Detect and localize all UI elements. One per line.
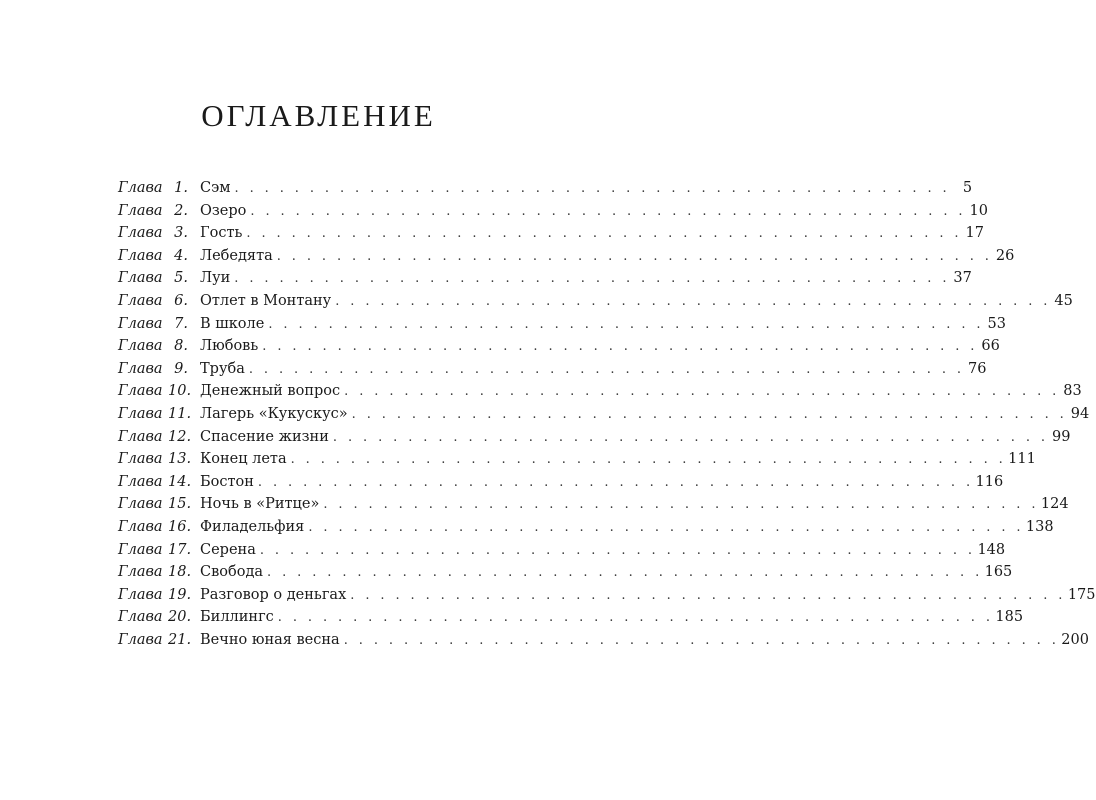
chapter-word: Глава bbox=[118, 564, 163, 581]
chapter-number: 10. bbox=[168, 383, 192, 400]
dot-leader: . . . . . . . . . . . . . . . . . . . . . . . . . . . . . . . . . . . . . . . . . . . . . . . . bbox=[262, 339, 978, 355]
chapter-number: 3. bbox=[174, 225, 188, 242]
page-number: 45 bbox=[1054, 292, 1073, 309]
chapter-word: Глава bbox=[118, 518, 163, 535]
toc-entry bbox=[118, 405, 1090, 429]
chapter-word: Глава bbox=[118, 586, 163, 603]
toc-entry bbox=[118, 225, 984, 248]
dot-leader: . . . . . . . . . . . . . . . . . . . . . . . . . . . . . . . . . . . . . . . . . . . . . . . . bbox=[259, 542, 976, 558]
chapter-title: Лагерь «Кукускус» bbox=[200, 405, 348, 422]
chapter-title: Разговор о деньгах bbox=[200, 586, 347, 603]
chapter-word: Глава bbox=[118, 631, 163, 648]
chapter-number: 9. bbox=[174, 360, 188, 377]
dot-leader: . . . . . . . . . . . . . . . . . . . . . . . . . . . . . . . . . . . . . . . . . . . . . . . . bbox=[344, 384, 1060, 400]
toc-entry bbox=[118, 292, 1073, 316]
toc-entry bbox=[118, 564, 1013, 587]
page-number: 200 bbox=[1061, 631, 1089, 648]
page-number: 53 bbox=[987, 315, 1006, 332]
toc-entry bbox=[118, 315, 1006, 339]
page-number: 26 bbox=[995, 247, 1015, 264]
toc-entry bbox=[118, 180, 973, 203]
page-number: 76 bbox=[967, 360, 987, 377]
page-number: 138 bbox=[1025, 518, 1054, 535]
chapter-number: 4. bbox=[174, 247, 188, 264]
toc-entry bbox=[118, 247, 1015, 271]
chapter-number: 17. bbox=[168, 541, 192, 558]
chapter-word: Глава bbox=[118, 473, 163, 490]
page-number: 10 bbox=[969, 202, 988, 219]
toc-entry bbox=[118, 609, 1024, 632]
chapter-title: Свобода bbox=[200, 564, 264, 581]
chapter-word: Глава bbox=[118, 360, 163, 377]
toc-entry bbox=[118, 383, 1082, 406]
chapter-title: Озеро bbox=[200, 202, 247, 219]
table-of-contents bbox=[118, 180, 1096, 654]
chapter-word: Глава bbox=[118, 270, 163, 287]
page-number: 111 bbox=[1008, 451, 1036, 468]
chapter-word: Глава bbox=[118, 202, 163, 219]
toc-entry bbox=[118, 586, 1096, 610]
chapter-title: Гость bbox=[200, 225, 243, 242]
dot-leader: . . . . . . . . . . . . . . . . . . . . . . . . . . . . . . . . . . . . . . . . . . . . . . . . bbox=[332, 429, 1049, 445]
toc-entry bbox=[118, 360, 987, 384]
chapter-number: 2. bbox=[174, 202, 188, 219]
page-number: 148 bbox=[977, 541, 1006, 558]
chapter-word: Глава bbox=[118, 383, 163, 400]
dot-leader: . . . . . . . . . . . . . . . . . . . . . . . . . . . . . . . . . . . . . . . . . . . . . . . . bbox=[277, 610, 994, 626]
chapter-number: 1. bbox=[174, 180, 188, 196]
dot-leader: . . . . . . . . . . . . . . . . . . . . . . . . . . . . . . . . . . . . . . . . . . . . . . . . bbox=[276, 248, 993, 264]
toc-entry bbox=[118, 496, 1069, 519]
toc-entry bbox=[118, 202, 988, 226]
page-number: 99 bbox=[1052, 428, 1071, 445]
chapter-title: Конец лета bbox=[200, 451, 287, 468]
chapter-number: 21. bbox=[168, 631, 192, 648]
chapter-word: Глава bbox=[118, 609, 163, 626]
chapter-title: Денежный вопрос bbox=[200, 383, 341, 400]
dot-leader: . . . . . . . . . . . . . . . . . . . . . . . . . . . . . . . . . . . . . . . . . . . . . . . . bbox=[350, 587, 1066, 603]
chapter-number: 19. bbox=[168, 586, 192, 603]
dot-leader: . . . . . . . . . . . . . . . . . . . . . . . . . . . . . . . . . . . . . . . . . . . . . . . . bbox=[267, 565, 983, 581]
chapter-word: Глава bbox=[118, 292, 163, 309]
chapter-title: Бостон bbox=[200, 473, 254, 490]
chapter-word: Глава bbox=[118, 451, 163, 468]
page-number: 83 bbox=[1063, 383, 1082, 400]
page-number: 185 bbox=[995, 609, 1024, 626]
chapter-title: Спасение жизни bbox=[200, 428, 329, 445]
toc-entry bbox=[118, 451, 1036, 474]
chapter-title: Сэм bbox=[200, 180, 231, 196]
dot-leader: . . . . . . . . . . . . . . . . . . . . . . . . . . . . . . . . . . . . . . . . . . . . . . . . bbox=[268, 316, 984, 332]
chapter-title: Ночь в «Ритце» bbox=[200, 496, 320, 513]
chapter-title: Лебедята bbox=[200, 247, 273, 264]
page-number: 37 bbox=[953, 270, 972, 287]
dot-leader: . . . . . . . . . . . . . . . . . . . . . . . . . . . . . . . . . . . . . . . . . . . . . . . . bbox=[248, 361, 965, 377]
toc-entry bbox=[118, 631, 1089, 655]
dot-leader: . . . . . . . . . . . . . . . . . . . . . . . . . . . . . . . . . . . . . . . . . . . . . . . . bbox=[343, 632, 1060, 648]
chapter-word: Глава bbox=[118, 428, 163, 445]
chapter-number: 8. bbox=[174, 338, 188, 355]
chapter-title: Отлет в Монтану bbox=[200, 292, 332, 309]
chapter-title: Филадельфия bbox=[200, 518, 305, 535]
dot-leader: . . . . . . . . . . . . . . . . . . . . . . . . . . . . . . . . . . . . . . . . . . . . . . . . bbox=[290, 452, 1007, 468]
page-number: 116 bbox=[975, 473, 1004, 490]
chapter-title: Вечно юная весна bbox=[200, 631, 340, 648]
chapter-word: Глава bbox=[118, 496, 163, 513]
dot-leader: . . . . . . . . . . . . . . . . . . . . . . . . . . . . . . . . . . . . . . . . . . . . . . . . bbox=[323, 497, 1039, 513]
dot-leader: . . . . . . . . . . . . . . . . . . . . . . . . . . . . . . . . . . . . . . . . . . . . . . . . bbox=[335, 293, 1051, 309]
chapter-number: 20. bbox=[168, 609, 192, 626]
chapter-number: 16. bbox=[168, 518, 192, 535]
dot-leader: . . . . . . . . . . . . . . . . . . . . . . . . . . . . . . . . . . . . . . . . . . . . . . . . bbox=[257, 474, 974, 490]
page-number: 165 bbox=[984, 564, 1013, 581]
page-number: 94 bbox=[1070, 405, 1090, 422]
chapter-word: Глава bbox=[118, 247, 163, 264]
chapter-number: 13. bbox=[168, 451, 192, 468]
chapter-title: Серена bbox=[200, 541, 256, 558]
toc-entry bbox=[118, 270, 972, 293]
chapter-number: 7. bbox=[174, 315, 188, 332]
chapter-word: Глава bbox=[118, 338, 163, 355]
chapter-number: 5. bbox=[174, 270, 188, 287]
dot-leader: . . . . . . . . . . . . . . . . . . . . . . . . . . . . . . . . . . . . . . . . . . . . . . . . bbox=[351, 406, 1068, 422]
chapter-title: В школе bbox=[200, 315, 265, 332]
dot-leader: . . . . . . . . . . . . . . . . . . . . . . . . . . . . . . . . . . . . . . . . . . . . . . . . bbox=[250, 203, 966, 219]
toc-entry bbox=[118, 541, 1006, 565]
page-number: 17 bbox=[965, 225, 984, 242]
page-number: 175 bbox=[1067, 586, 1096, 603]
chapter-number: 11. bbox=[168, 405, 192, 422]
chapter-word: Глава bbox=[118, 405, 163, 422]
chapter-number: 6. bbox=[174, 292, 188, 309]
dot-leader: . . . . . . . . . . . . . . . . . . . . . . . . . . . . . . . . . . . . . . . . . . . . . . . . bbox=[234, 181, 951, 196]
chapter-number: 18. bbox=[168, 564, 192, 581]
toc-entry bbox=[118, 428, 1071, 452]
dot-leader: . . . . . . . . . . . . . . . . . . . . . . . . . . . . . . . . . . . . . . . . . . . . . . . . bbox=[246, 226, 962, 242]
dot-leader: . . . . . . . . . . . . . . . . . . . . . . . . . . . . . . . . . . . . . . . . . . . . . . . . bbox=[308, 519, 1024, 535]
toc-entry bbox=[118, 338, 1000, 361]
page-number: 66 bbox=[981, 338, 1000, 355]
chapter-title: Биллингс bbox=[200, 609, 274, 626]
page-number: 124 bbox=[1040, 496, 1069, 513]
toc-entry bbox=[118, 473, 1004, 497]
chapter-number: 14. bbox=[168, 473, 192, 490]
chapter-word: Глава bbox=[118, 225, 163, 242]
chapter-title: Луи bbox=[200, 270, 231, 287]
chapter-title: Труба bbox=[200, 360, 245, 377]
page-title: ОГЛАВЛЕНИЕ bbox=[201, 98, 436, 133]
chapter-number: 15. bbox=[168, 496, 192, 513]
chapter-title: Любовь bbox=[200, 338, 259, 355]
dot-leader: . . . . . . . . . . . . . . . . . . . . . . . . . . . . . . . . . . . . . . . . . . . . . . . . bbox=[234, 271, 950, 287]
chapter-number: 12. bbox=[168, 428, 192, 445]
chapter-word: Глава bbox=[118, 180, 163, 196]
toc-entry bbox=[118, 518, 1054, 542]
chapter-word: Глава bbox=[118, 541, 163, 558]
chapter-word: Глава bbox=[118, 315, 163, 332]
page-number: 5 bbox=[962, 180, 973, 196]
